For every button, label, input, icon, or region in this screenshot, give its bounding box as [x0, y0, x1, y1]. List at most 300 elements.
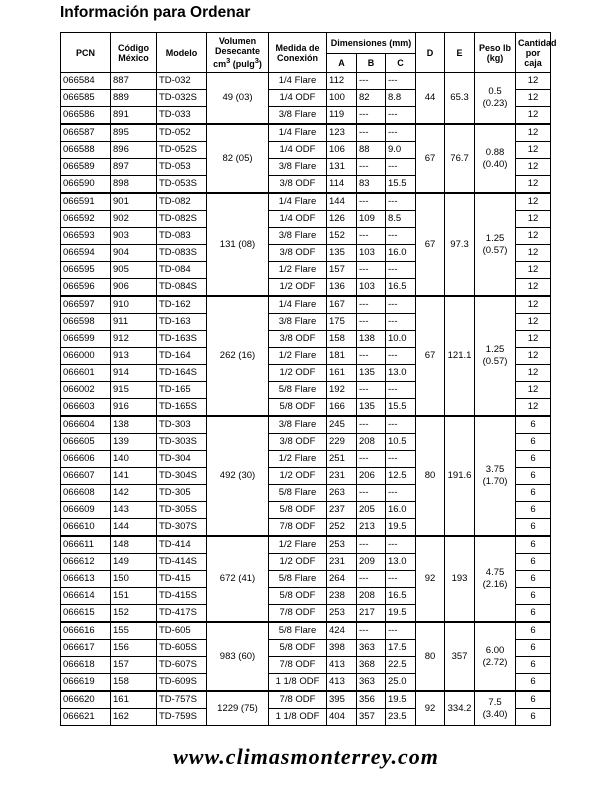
peso-lb: 6.00 [485, 644, 505, 656]
cell-dim-c: 12.5 [386, 468, 416, 485]
cell-pcn: 066599 [61, 331, 111, 348]
cell-peso [475, 622, 516, 691]
cell-modelo: TD-052 [157, 124, 207, 142]
cell-modelo: TD-165 [157, 382, 207, 399]
cell-pcn: 066601 [61, 365, 111, 382]
header-volumen-label: Volumen Desecante [214, 36, 261, 56]
cell-modelo: TD-082 [157, 193, 207, 211]
header-volumen-desecante: Volumen Desecante $cm^3$ (pulg$^3$) [207, 33, 269, 73]
table-body [61, 73, 551, 726]
peso-kg: (0.40) [482, 158, 508, 170]
cell-medida-conexion: 3/8 Flare [269, 159, 327, 176]
cell-medida-conexion: 3/8 ODF [269, 434, 327, 451]
cell-cantidad: 6 [516, 605, 551, 623]
cell-codigo-mexico: 157 [111, 657, 157, 674]
cell-peso [475, 691, 516, 726]
cell-medida-conexion: 1/4 Flare [269, 193, 327, 211]
peso-lb: 0.5 [488, 86, 502, 97]
cell-dim-a: 167 [327, 296, 357, 314]
header-dim-c: C [386, 54, 416, 73]
cell-pcn: 066594 [61, 245, 111, 262]
cell-dim-b: 209 [357, 554, 386, 571]
cell-dim-b: --- [357, 451, 386, 468]
cell-modelo: TD-082S [157, 211, 207, 228]
cell-codigo-mexico: 161 [111, 691, 157, 709]
cell-dim-a: 231 [327, 554, 357, 571]
cell-dim-b: 208 [357, 588, 386, 605]
cell-dim-c: --- [386, 159, 416, 176]
cell-volumen-desecante: 983 (60) [207, 622, 269, 691]
cell-dim-b: 368 [357, 657, 386, 674]
cell-modelo: TD-414 [157, 536, 207, 554]
peso-kg: (0.23) [482, 98, 508, 109]
cell-modelo: TD-757S [157, 691, 207, 709]
cell-dim-d: 92 [416, 536, 445, 622]
cell-dim-b: --- [357, 193, 386, 211]
cell-modelo: TD-084S [157, 279, 207, 297]
cell-codigo-mexico: 139 [111, 434, 157, 451]
cell-modelo: TD-607S [157, 657, 207, 674]
cell-pcn: 066605 [61, 434, 111, 451]
cell-cantidad: 6 [516, 416, 551, 434]
cell-medida-conexion: 1/4 Flare [269, 73, 327, 90]
cell-volumen-desecante: 672 (41) [207, 536, 269, 622]
cell-medida-conexion: 1/4 ODF [269, 211, 327, 228]
cell-cantidad: 6 [516, 519, 551, 537]
cell-dim-e: 357 [445, 622, 475, 691]
cell-pcn: 066596 [61, 279, 111, 297]
cell-dim-c: 19.5 [386, 691, 416, 709]
cell-modelo: TD-163S [157, 331, 207, 348]
cell-dim-a: 152 [327, 228, 357, 245]
cell-dim-c: 15.5 [386, 176, 416, 194]
cell-dim-b: 357 [357, 709, 386, 726]
cell-medida-conexion: 1 1/8 ODF [269, 674, 327, 692]
cell-codigo-mexico: 151 [111, 588, 157, 605]
cell-cantidad: 6 [516, 640, 551, 657]
cell-cantidad: 12 [516, 331, 551, 348]
table-row [61, 296, 551, 314]
cell-modelo: TD-307S [157, 519, 207, 537]
cell-dim-c: 9.0 [386, 142, 416, 159]
cell-pcn: 066618 [61, 657, 111, 674]
cell-codigo-mexico: 155 [111, 622, 157, 640]
cell-dim-c: 13.0 [386, 554, 416, 571]
cell-cantidad: 12 [516, 245, 551, 262]
cell-cantidad: 6 [516, 468, 551, 485]
cell-modelo: TD-415 [157, 571, 207, 588]
cell-dim-a: 166 [327, 399, 357, 417]
cell-dim-c: --- [386, 228, 416, 245]
cell-dim-c: --- [386, 571, 416, 588]
cell-medida-conexion: 1 1/8 ODF [269, 709, 327, 726]
cell-medida-conexion: 7/8 ODF [269, 519, 327, 537]
cell-modelo: TD-083 [157, 228, 207, 245]
cell-codigo-mexico: 915 [111, 382, 157, 399]
cell-dim-b: --- [357, 382, 386, 399]
cell-cantidad: 6 [516, 434, 551, 451]
cell-pcn: 066595 [61, 262, 111, 279]
cell-dim-b: --- [357, 314, 386, 331]
cell-medida-conexion: 3/8 Flare [269, 228, 327, 245]
cell-codigo-mexico: 897 [111, 159, 157, 176]
cell-cantidad: 12 [516, 382, 551, 399]
header-modelo: Modelo [157, 33, 207, 73]
cell-dim-c: 22.5 [386, 657, 416, 674]
cell-dim-a: 263 [327, 485, 357, 502]
cell-dim-b: 208 [357, 434, 386, 451]
cell-dim-a: 126 [327, 211, 357, 228]
cell-dim-c: 25.0 [386, 674, 416, 692]
cell-cantidad: 12 [516, 211, 551, 228]
cell-codigo-mexico: 910 [111, 296, 157, 314]
cell-cantidad: 12 [516, 228, 551, 245]
cell-peso [475, 416, 516, 536]
peso-lb: 1.25 [485, 232, 505, 244]
cell-modelo: TD-165S [157, 399, 207, 417]
cell-dim-c: --- [386, 416, 416, 434]
cell-cantidad: 6 [516, 502, 551, 519]
peso-lb: 1.25 [485, 344, 505, 355]
cell-modelo: TD-605 [157, 622, 207, 640]
cell-modelo: TD-083S [157, 245, 207, 262]
peso-kg: (2.72) [482, 656, 508, 668]
cell-modelo: TD-163 [157, 314, 207, 331]
cell-dim-b: 109 [357, 211, 386, 228]
cell-dim-a: 398 [327, 640, 357, 657]
cell-dim-b: 205 [357, 502, 386, 519]
cell-dim-c: --- [386, 314, 416, 331]
header-volumen-unit-a: cm [213, 59, 227, 69]
cell-dim-c: 16.0 [386, 245, 416, 262]
cell-modelo: TD-609S [157, 674, 207, 692]
cell-dim-d: 67 [416, 124, 445, 193]
cell-codigo-mexico: 906 [111, 279, 157, 297]
cell-dim-b: --- [357, 107, 386, 125]
cell-codigo-mexico: 140 [111, 451, 157, 468]
cell-pcn: 066598 [61, 314, 111, 331]
cell-dim-c: 15.5 [386, 399, 416, 417]
cell-dim-b: --- [357, 622, 386, 640]
cell-modelo: TD-032S [157, 90, 207, 107]
cell-dim-c: 23.5 [386, 709, 416, 726]
cell-dim-a: 135 [327, 245, 357, 262]
cell-dim-b: 83 [357, 176, 386, 194]
cell-medida-conexion: 5/8 ODF [269, 640, 327, 657]
cell-pcn: 066585 [61, 90, 111, 107]
cell-dim-b: --- [357, 296, 386, 314]
cell-codigo-mexico: 895 [111, 124, 157, 142]
cell-dim-a: 264 [327, 571, 357, 588]
header-dim-a: A [327, 54, 357, 73]
cell-pcn: 066619 [61, 674, 111, 692]
cell-cantidad: 6 [516, 536, 551, 554]
cell-codigo-mexico: 914 [111, 365, 157, 382]
cell-dim-c: --- [386, 348, 416, 365]
cell-dim-e: 65.3 [445, 73, 475, 125]
cell-dim-a: 245 [327, 416, 357, 434]
cell-dim-a: 114 [327, 176, 357, 194]
cell-dim-a: 119 [327, 107, 357, 125]
cell-modelo: TD-164 [157, 348, 207, 365]
peso-lb: 0.88 [485, 146, 505, 158]
cell-dim-b: 363 [357, 640, 386, 657]
cell-dim-e: 191.6 [445, 416, 475, 536]
cell-medida-conexion: 1/2 ODF [269, 365, 327, 382]
cell-peso [475, 296, 516, 416]
cell-modelo: TD-605S [157, 640, 207, 657]
peso-lb: 7.5 [488, 696, 502, 708]
cell-dim-a: 181 [327, 348, 357, 365]
cell-modelo: TD-303S [157, 434, 207, 451]
cell-codigo-mexico: 143 [111, 502, 157, 519]
cell-medida-conexion: 1/2 Flare [269, 348, 327, 365]
cell-codigo-mexico: 148 [111, 536, 157, 554]
cell-volumen-desecante: 82 (05) [207, 124, 269, 193]
cell-medida-conexion: 1/2 Flare [269, 262, 327, 279]
cell-pcn: 066610 [61, 519, 111, 537]
cell-pcn: 066586 [61, 107, 111, 125]
cell-dim-a: 229 [327, 434, 357, 451]
cell-cantidad: 12 [516, 314, 551, 331]
cell-dim-d: 67 [416, 296, 445, 416]
cell-cantidad: 12 [516, 142, 551, 159]
cell-pcn: 066590 [61, 176, 111, 194]
cell-medida-conexion: 5/8 ODF [269, 502, 327, 519]
cell-pcn: 066604 [61, 416, 111, 434]
cell-codigo-mexico: 156 [111, 640, 157, 657]
table-row [61, 124, 551, 142]
cell-dim-c: 19.5 [386, 519, 416, 537]
cell-cantidad: 6 [516, 571, 551, 588]
cell-codigo-mexico: 891 [111, 107, 157, 125]
cell-dim-c: 8.8 [386, 90, 416, 107]
cell-dim-a: 253 [327, 605, 357, 623]
cell-peso [475, 124, 516, 193]
cell-cantidad: 6 [516, 451, 551, 468]
cell-dim-e: 97.3 [445, 193, 475, 296]
cell-dim-a: 192 [327, 382, 357, 399]
cell-dim-a: 144 [327, 193, 357, 211]
cell-pcn: 066616 [61, 622, 111, 640]
cell-dim-d: 80 [416, 622, 445, 691]
cell-dim-a: 231 [327, 468, 357, 485]
cell-pcn: 066612 [61, 554, 111, 571]
cell-dim-b: 217 [357, 605, 386, 623]
cell-modelo: TD-417S [157, 605, 207, 623]
cell-volumen-desecante: 49 (03) [207, 73, 269, 125]
cell-dim-a: 395 [327, 691, 357, 709]
cell-medida-conexion: 1/2 Flare [269, 451, 327, 468]
table-row [61, 622, 551, 640]
cell-dim-b: 138 [357, 331, 386, 348]
cell-pcn: 066587 [61, 124, 111, 142]
table-row [61, 536, 551, 554]
cell-modelo: TD-305 [157, 485, 207, 502]
cell-volumen-desecante: 262 (16) [207, 296, 269, 416]
peso-lb: 4.75 [485, 567, 505, 578]
cell-dim-a: 413 [327, 657, 357, 674]
cell-dim-b: --- [357, 536, 386, 554]
cell-dim-a: 413 [327, 674, 357, 692]
cell-cantidad: 6 [516, 674, 551, 692]
header-dimensiones: Dimensiones (mm) [327, 33, 416, 54]
header-volumen-unit-b: (pulg [230, 59, 255, 69]
cell-cantidad: 12 [516, 73, 551, 90]
cell-pcn: 066609 [61, 502, 111, 519]
header-dim-d: D [416, 33, 445, 73]
cell-dim-b: 363 [357, 674, 386, 692]
cell-pcn: 066000 [61, 348, 111, 365]
cell-dim-b: --- [357, 73, 386, 90]
cell-pcn: 066588 [61, 142, 111, 159]
cell-dim-d: 92 [416, 691, 445, 726]
cell-cantidad: 12 [516, 159, 551, 176]
peso-kg: (1.70) [482, 476, 508, 487]
cell-dim-c: 8.5 [386, 211, 416, 228]
cell-pcn: 066593 [61, 228, 111, 245]
cell-codigo-mexico: 903 [111, 228, 157, 245]
cell-medida-conexion: 3/8 ODF [269, 176, 327, 194]
cell-modelo: TD-033 [157, 107, 207, 125]
cell-pcn: 066614 [61, 588, 111, 605]
cell-pcn: 066617 [61, 640, 111, 657]
cell-pcn: 066615 [61, 605, 111, 623]
cell-modelo: TD-052S [157, 142, 207, 159]
cell-dim-a: 237 [327, 502, 357, 519]
cell-dim-b: --- [357, 416, 386, 434]
cell-dim-e: 76.7 [445, 124, 475, 193]
cell-dim-e: 193 [445, 536, 475, 622]
cell-dim-a: 100 [327, 90, 357, 107]
cell-dim-a: 175 [327, 314, 357, 331]
cell-pcn: 066002 [61, 382, 111, 399]
cell-codigo-mexico: 904 [111, 245, 157, 262]
cell-dim-c: 16.5 [386, 279, 416, 297]
cell-dim-c: --- [386, 107, 416, 125]
cell-dim-a: 252 [327, 519, 357, 537]
cell-codigo-mexico: 902 [111, 211, 157, 228]
cell-medida-conexion: 1/2 Flare [269, 536, 327, 554]
cell-medida-conexion: 5/8 Flare [269, 485, 327, 502]
cell-dim-b: 82 [357, 90, 386, 107]
cell-dim-e: 334.2 [445, 691, 475, 726]
cell-codigo-mexico: 887 [111, 73, 157, 90]
cell-dim-b: --- [357, 262, 386, 279]
cell-dim-c: 13.0 [386, 365, 416, 382]
header-volumen-unit-c: ) [258, 59, 262, 69]
cell-dim-a: 238 [327, 588, 357, 605]
cell-modelo: TD-304 [157, 451, 207, 468]
cell-dim-e: 121.1 [445, 296, 475, 416]
cell-pcn: 066603 [61, 399, 111, 417]
cell-cantidad: 6 [516, 709, 551, 726]
cell-pcn: 066584 [61, 73, 111, 90]
cell-codigo-mexico: 150 [111, 571, 157, 588]
cell-cantidad: 12 [516, 348, 551, 365]
cell-codigo-mexico: 141 [111, 468, 157, 485]
cell-pcn: 066589 [61, 159, 111, 176]
cell-pcn: 066613 [61, 571, 111, 588]
peso-kg: (3.40) [482, 708, 508, 720]
cell-codigo-mexico: 889 [111, 90, 157, 107]
cell-pcn: 066620 [61, 691, 111, 709]
cell-cantidad: 12 [516, 124, 551, 142]
cell-dim-b: 135 [357, 365, 386, 382]
cell-dim-b: --- [357, 485, 386, 502]
cell-dim-a: 158 [327, 331, 357, 348]
cell-modelo: TD-053S [157, 176, 207, 194]
cell-medida-conexion: 5/8 Flare [269, 382, 327, 399]
cell-cantidad: 6 [516, 691, 551, 709]
cell-dim-a: 157 [327, 262, 357, 279]
table-row [61, 73, 551, 90]
cell-modelo: TD-084 [157, 262, 207, 279]
cell-modelo: TD-415S [157, 588, 207, 605]
cell-dim-b: 103 [357, 245, 386, 262]
cell-dim-c: --- [386, 124, 416, 142]
cell-medida-conexion: 5/8 ODF [269, 399, 327, 417]
cell-medida-conexion: 7/8 ODF [269, 605, 327, 623]
cell-modelo: TD-032 [157, 73, 207, 90]
cell-dim-a: 424 [327, 622, 357, 640]
peso-lb: 3.75 [485, 464, 505, 475]
cell-dim-a: 112 [327, 73, 357, 90]
cell-dim-b: 213 [357, 519, 386, 537]
cell-dim-b: --- [357, 348, 386, 365]
cell-dim-b: --- [357, 228, 386, 245]
cell-volumen-desecante: 492 (30) [207, 416, 269, 536]
cell-codigo-mexico: 916 [111, 399, 157, 417]
cell-medida-conexion: 1/4 ODF [269, 90, 327, 107]
peso-kg: (2.16) [482, 579, 508, 590]
cell-dim-c: --- [386, 451, 416, 468]
header-medida-conexion: Medida de Conexión [269, 33, 327, 73]
cell-dim-b: 206 [357, 468, 386, 485]
cell-codigo-mexico: 158 [111, 674, 157, 692]
cell-dim-c: --- [386, 485, 416, 502]
cell-pcn: 066621 [61, 709, 111, 726]
cell-dim-b: 103 [357, 279, 386, 297]
cell-medida-conexion: 7/8 ODF [269, 657, 327, 674]
cell-cantidad: 12 [516, 107, 551, 125]
cell-volumen-desecante: 1229 (75) [207, 691, 269, 726]
cell-cantidad: 12 [516, 262, 551, 279]
cell-dim-a: 161 [327, 365, 357, 382]
cell-medida-conexion: 3/8 Flare [269, 416, 327, 434]
cell-medida-conexion: 3/8 Flare [269, 314, 327, 331]
cell-dim-b: --- [357, 124, 386, 142]
cell-dim-d: 67 [416, 193, 445, 296]
cell-codigo-mexico: 144 [111, 519, 157, 537]
cell-dim-c: --- [386, 193, 416, 211]
cell-modelo: TD-759S [157, 709, 207, 726]
cell-dim-b: --- [357, 571, 386, 588]
cell-codigo-mexico: 138 [111, 416, 157, 434]
cell-modelo: TD-164S [157, 365, 207, 382]
cell-dim-c: 10.0 [386, 331, 416, 348]
page-title: Información para Ordenar [60, 4, 251, 21]
cell-peso [475, 73, 516, 125]
cell-peso [475, 193, 516, 296]
cell-dim-a: 123 [327, 124, 357, 142]
cell-modelo: TD-304S [157, 468, 207, 485]
cell-dim-a: 251 [327, 451, 357, 468]
cell-dim-c: 17.5 [386, 640, 416, 657]
cell-pcn: 066611 [61, 536, 111, 554]
header-dim-b: B [357, 54, 386, 73]
header-peso: Peso lb (kg) [475, 33, 516, 73]
